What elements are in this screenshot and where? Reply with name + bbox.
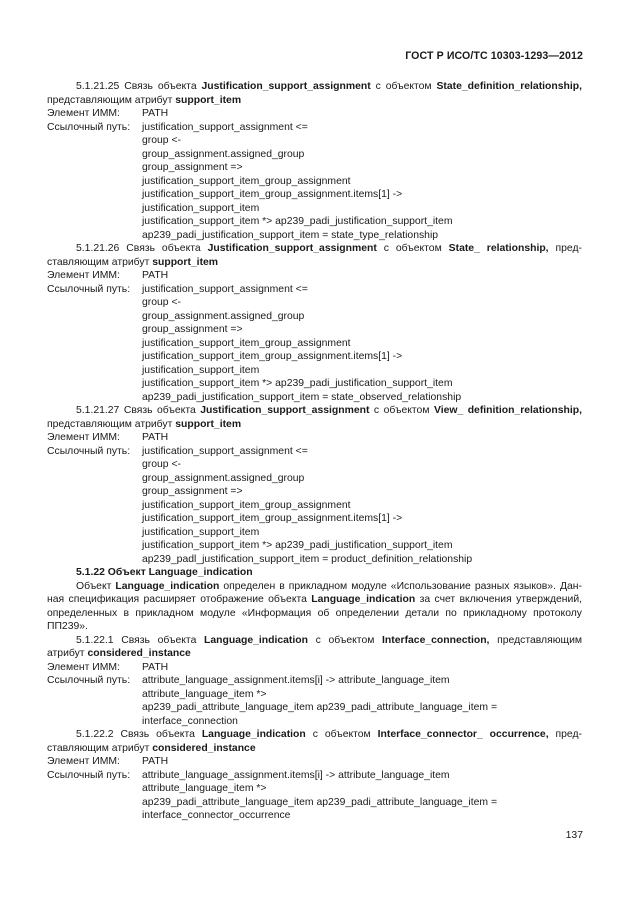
path-line: justification_support_item *> ap239_padi_justification_support_item [142, 216, 453, 227]
clause-5-1-21-26: 5.1.21.26 Связь объекта Justification_support_assignment с объектом State_ relationship, пред-ставляющим атрибут support_item [47, 243, 582, 268]
element-row: Элемент ИММ: PATH [47, 661, 169, 673]
path-line: attribute_language_item *> [142, 783, 267, 794]
path-line: justification_support_item *> ap239_padi_justification_support_item [142, 540, 453, 551]
reference-path-row: Ссылочный путь: justification_support_assignment <= [47, 445, 308, 457]
path-line: justification_support_item_group_assignment [142, 499, 351, 511]
path-line: justification_support_item *> ap239_padi_justification_support_item [142, 378, 453, 389]
path-line: justification_support_item [142, 526, 260, 538]
element-row: Элемент ИММ: PATH [47, 432, 169, 443]
element-row: Элемент ИММ: PATH [47, 270, 169, 281]
document-header: ГОСТ Р ИСО/ТС 10303-1293—2012 [405, 50, 583, 62]
clause-5-1-21-27: 5.1.21.27 Связь объекта Justification_support_assignment с объектом View_ definition_relationship, представляющим атрибут support_item [47, 405, 583, 430]
path-line: group <- [142, 297, 181, 308]
path-line: group <- [142, 135, 181, 146]
path-line: group_assignment => [142, 324, 243, 335]
path-line: justification_support_item_group_assignment.items[1] -> [142, 189, 403, 200]
path-line: group <- [142, 459, 181, 470]
page-number: 137 [565, 830, 583, 841]
path-line: justification_support_item_group_assignment.items[1] -> [142, 513, 403, 524]
path-line: justification_support_item [142, 202, 260, 214]
clause-5-1-21-25: 5.1.21.25 Связь объекта Justification_support_assignment с объектом State_definition_relationship, представляющим атрибут support_item [47, 81, 582, 106]
path-line: justification_support_item_group_assignment.items[1] -> [142, 351, 403, 362]
path-line: group_assignment => [142, 162, 243, 173]
reference-path-row: Ссылочный путь: justification_support_assignment <= [47, 121, 308, 133]
path-line: ap239_padi_attribute_language_item ap239_padi_attribute_language_item = [142, 796, 498, 808]
path-line: attribute_language_item *> [142, 688, 267, 700]
path-line: group_assignment.assigned_group [142, 310, 305, 322]
path-line: ap239_padi_justification_support_item = state_type_relationship [142, 229, 439, 241]
path-line: ap239_padi_justification_support_item = state_observed_relationship [142, 391, 462, 403]
reference-path-row: Ссылочный путь: attribute_language_assignment.items[i] -> attribute_language_item [47, 675, 450, 686]
path-line: interface_connector_occurrence [142, 810, 291, 821]
clause-5-1-22-1: 5.1.22.1 Связь объекта Language_indication с объектом Interface_connection, представляющим атрибут considered_instance [47, 634, 583, 659]
reference-path-row: Ссылочный путь: justification_support_assignment <= [47, 283, 308, 295]
path-line: group_assignment.assigned_group [142, 148, 305, 160]
path-line: justification_support_item_group_assignment [142, 175, 351, 187]
path-line: group_assignment => [142, 486, 243, 497]
path-line: ap239_padi_attribute_language_item ap239_padi_attribute_language_item = [142, 702, 498, 713]
document-body [47, 80, 582, 823]
element-row: Элемент ИММ: PATH [47, 756, 169, 767]
path-line: ap239_padl_justification_support_item = product_definition_relationship [142, 553, 473, 565]
element-row: Элемент ИММ: PATH [47, 108, 169, 119]
path-line: group_assignment.assigned_group [142, 472, 305, 484]
reference-path-row: Ссылочный путь: attribute_language_assignment.items[i] -> attribute_language_item [47, 769, 450, 781]
section-paragraph: Объект Language_indication определен в прикладном модуле «Использование разных языков». Дан-ная спецификация расширяет отображение объекта Language_indication за счет включения утверждений, определенных в прикладном модуле «Информация об определении детали по прикладному протоколу ПП239». [47, 580, 583, 632]
path-line: justification_support_item [142, 364, 260, 376]
clause-5-1-22-2: 5.1.22.2 Связь объекта Language_indication с объектом Interface_connector_ occurrence, пред-ставляющим атрибут considered_instance [47, 729, 583, 754]
section-heading-5-1-22: 5.1.22 Объект Language_indication [76, 567, 253, 578]
path-line: justification_support_item_group_assignment [142, 337, 351, 349]
path-line: interface_connection [142, 715, 238, 727]
